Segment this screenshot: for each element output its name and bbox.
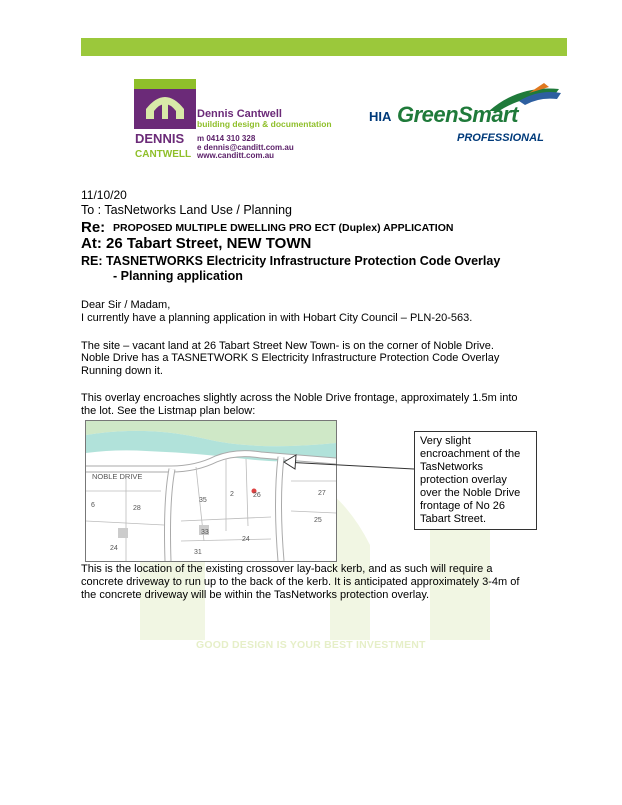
watermark-text: GOOD DESIGN IS YOUR BEST INVESTMENT (196, 639, 426, 651)
logo-word-dennis: DENNIS (135, 131, 185, 146)
logo-word-cantwell: CANTWELL (135, 149, 192, 160)
company-tagline: building design & documentation (197, 119, 332, 129)
company-name: Dennis Cantwell (197, 108, 282, 120)
lot-number: 33 (201, 529, 209, 536)
site-paragraph-line: Noble Drive has a TASNETWORK S Electricity Infrastructure Protection Code Overlay (81, 352, 500, 364)
driveway-paragraph-line: the concrete driveway will be within the TasNetworks protection overlay. (81, 589, 430, 601)
driveway-paragraph-line: This is the location of the existing crossover lay-back kerb, and as such will require a (81, 563, 493, 575)
lot-number: 25 (314, 517, 322, 524)
email-address[interactable]: e dennis@canditt.com.au (197, 143, 294, 152)
site-paragraph-line: The site – vacant land at 26 Tabart Street New Town- is on the corner of Noble Drive. (81, 340, 494, 352)
hia-sub: PROFESSIONAL (457, 132, 544, 144)
lot-number: 24 (110, 545, 118, 552)
re-overlay-subject: RE: TASNETWORKS Electricity Infrastructure Protection Code Overlay (81, 254, 501, 268)
hia-prefix: HIA (369, 109, 392, 124)
phone-number: m 0414 310 328 (197, 134, 256, 143)
map-graphic (86, 421, 336, 561)
lot-number: 2 (230, 491, 234, 498)
website-link[interactable]: www.canditt.com.au (197, 151, 275, 160)
driveway-paragraph-line: concrete driveway to run up to the back of the kerb. It is anticipated approximately 3-4m of (81, 576, 520, 588)
listmap-plan (85, 420, 337, 562)
lot-number: 27 (318, 490, 326, 497)
lot-number: 31 (194, 549, 202, 556)
letter-recipient: To : TasNetworks Land Use / Planning (81, 203, 292, 217)
salutation: Dear Sir / Madam, (81, 299, 171, 311)
overlay-paragraph-line: the lot. See the Listmap plan below: (81, 405, 256, 417)
callout-text: Very slight encroachment of the TasNetworks protection overlay over the Noble Drive frontage of No 26 Tabart Street. (420, 435, 521, 525)
callout-box (414, 431, 537, 530)
top-accent-bar (81, 38, 567, 56)
lot-number: 26 (253, 492, 261, 499)
letter-date: 11/10/20 (81, 188, 127, 202)
re-overlay-subline: - Planning application (113, 269, 243, 283)
re-label: Re: (81, 219, 106, 236)
lot-number: 28 (133, 505, 141, 512)
lot-number: 35 (199, 497, 207, 504)
overlay-paragraph-line: This overlay encroaches slightly across the Noble Drive frontage, approximately 1.5m into (81, 392, 518, 404)
intro-line: I currently have a planning application in with Hobart City Council – PLN-20-563. (81, 312, 473, 324)
lot-number: 6 (91, 502, 95, 509)
site-paragraph-line: Running down it. (81, 365, 163, 377)
hia-greensmart-logo (369, 83, 569, 153)
re-subject: PROPOSED MULTIPLE DWELLING PRO ECT (Duplex) APPLICATION (113, 222, 454, 234)
site-address: At: 26 Tabart Street, NEW TOWN (81, 235, 312, 252)
lot-number: 24 (242, 536, 250, 543)
road-label: NOBLE DRIVE (92, 472, 143, 481)
hia-brand: GreenSmart (397, 102, 518, 127)
dennis-cantwell-logo (134, 79, 196, 164)
